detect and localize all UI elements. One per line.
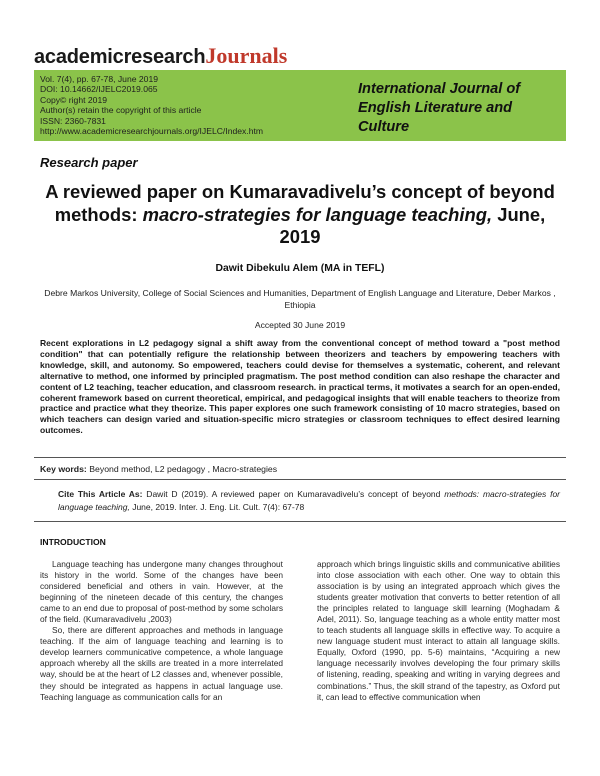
logo-plain-text: academicresearch [34, 46, 206, 68]
paragraph: approach which brings linguistic skills and communicative abilities into close association with each other. One way to obtain this association is by using an integrated approach which gives the students greater motivation that converts to better retention of all the principles related to language skill learning (Moghadam & Adel, 2011). So, language teaching as a whole entity matter most to teach students all language skills in effective way. To acquire a new language student must interact to attain all language skills. Equally, Oxford (1990, pp. 5-6) maintains, “Acquiring a new language necessarily involves developing the four primary skills of listening, reading, speaking and writing in varying degrees and combinations.” Thus, the skill strand of the tapestry, as Oxford put it, can lead to effective communication when [317, 559, 560, 702]
title-part-3: June, 2019 [279, 203, 546, 247]
rights-line: Author(s) retain the copyright of this article [40, 105, 202, 116]
citation-label: Cite This Article As: [58, 489, 143, 499]
author-affiliation: Debre Markos University, College of Social Sciences and Humanities, Department of English Language and Literature, Deber Markos , Ethiopia [44, 288, 556, 310]
logo-accent-text: Journals [205, 43, 288, 68]
issn-line: ISSN: 2360-7831 [40, 115, 106, 126]
journal-url-link[interactable]: http://www.academicresearchjournals.org/IJELC/Index.htm [40, 126, 264, 137]
article-metadata [40, 74, 345, 136]
keywords [40, 464, 277, 474]
article-type: Research paper [40, 155, 138, 170]
author-name: Dawit Dibekulu Alem (MA in TEFL) [215, 263, 385, 274]
volume-line: Vol. 7(4), pp. 67-78, June 2019 [40, 74, 159, 84]
accepted-date: Accepted 30 June 2019 [254, 320, 346, 330]
abstract: Recent explorations in L2 pedagogy signal a shift away from the conventional concept of method toward a "post method condition" that can potentially refigure the relationship between theorizers and teachers by empowering teachers with knowledge, skill, and autonomy. So empowered, teachers could devise for themselves a systematic, coherent, and relevant alternative to method, one informed by principled pragmatism. The post method condition can also reshape the character and content of L2 teaching, teacher education, and classroom research. in practical terms, it motivates a search for an open-ended, coherent framework based on current theoretical, empirical, and pedagogical insights that will enable teachers to theorize from practice and practice what they theorize. This paper explores one such framework consisting of 10 macro strategies, based on which teachers can design varied and situation-specific micro strategies or classroom techniques to effect desired learning outcomes. [40, 338, 560, 436]
doi-line: DOI: 10.14662/IJELC2019.065 [40, 84, 158, 95]
paper-title [40, 181, 560, 249]
keywords-label: Key words: [40, 464, 87, 474]
keywords-text: Beyond method, L2 pedagogy , Macro-strategies [86, 464, 278, 474]
divider-top [34, 457, 566, 458]
citation-part-3: June, 2019. Inter. J. Eng. Lit. Cult. 7(4): 67-78 [129, 501, 305, 512]
divider-middle [34, 479, 566, 480]
body-column-left [40, 559, 283, 703]
title-part-2: macro-strategies for language teaching, [142, 203, 493, 225]
citation-part-1: Dawit D (2019). A reviewed paper on Kumaravadivelu’s concept of beyond [142, 489, 445, 499]
copyright-line: Copy© right 2019 [40, 94, 108, 105]
publisher-logo [34, 44, 287, 69]
paragraph: Language teaching has undergone many changes throughout its history in the world. Some of the changes have been considered beneficial and others in vain. However, at the beginning of the nineteen decade of this century, the changes came to an end due to proposal of post-method by some scholars of the field. (Kumaravadivelu ,2003) [40, 559, 283, 625]
citation-part-2: methods: macro-strategies for language teaching, [58, 489, 561, 512]
journal-name: International Journal of English Literature and Culture [358, 81, 521, 135]
paragraph: So, there are different approaches and methods in language teaching. If the aim of language teaching and learning is to develop learners communicative competence, a whole language approach whereby all the skills are treated in a more interrelated way, should be at the heart of L2 classes and, whenever possible, they should be integrated as happens in actual language use. Teaching language as communication calls for an [40, 625, 283, 702]
introduction-heading: INTRODUCTION [40, 537, 106, 547]
title-part-1: A reviewed paper on Kumaravadivelu’s concept of beyond methods: [45, 181, 555, 225]
citation [58, 488, 560, 513]
divider-bottom [34, 521, 566, 522]
body-column-right [317, 559, 560, 703]
